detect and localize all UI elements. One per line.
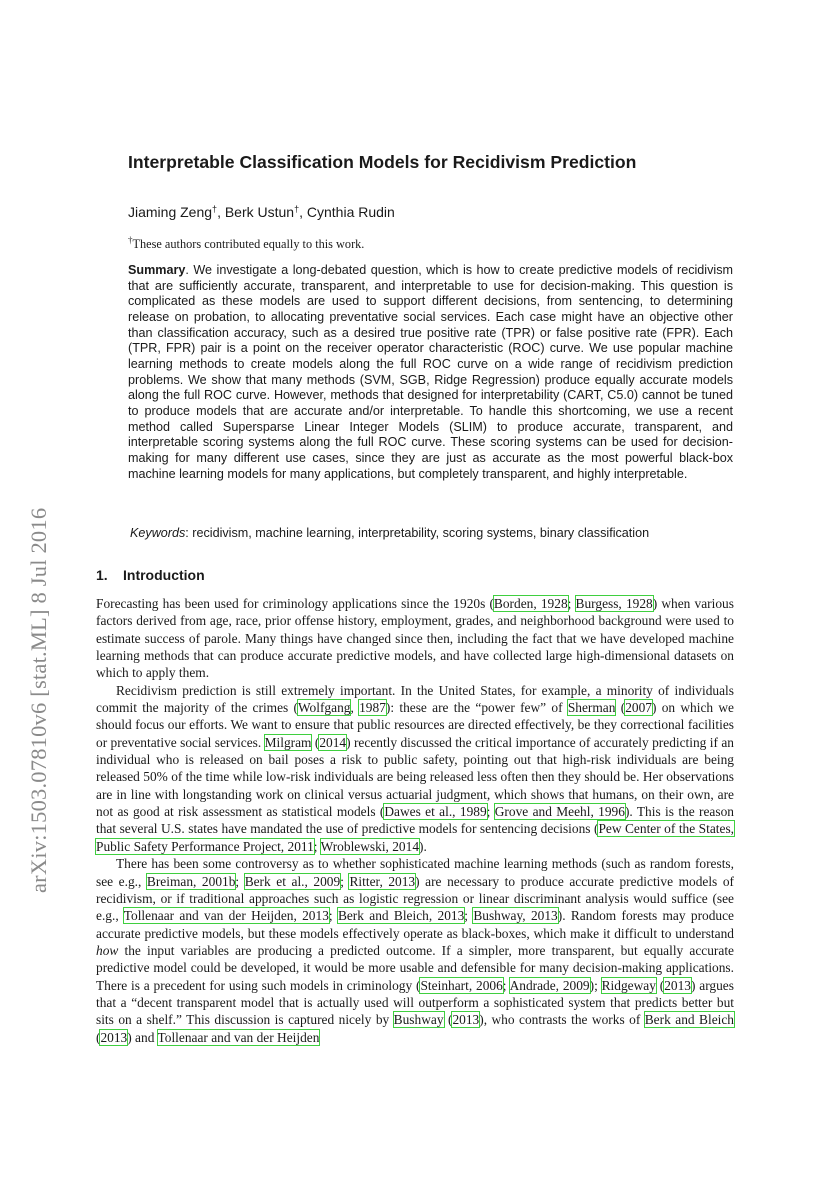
author-mark: † <box>212 204 218 214</box>
body-paragraph <box>96 855 734 1046</box>
body-text-run: ) are necessary to produce accurate predictive models of recidivism, or if traditional approaches such as logistic regression or linear discriminant analysis would suffice (see e.g., <box>96 873 734 924</box>
author-name: Berk Ustun <box>224 204 295 220</box>
author-name: Cynthia Rudin <box>306 204 395 220</box>
author-list: Jiaming Zeng†, Berk Ustun†, Cynthia Rudin <box>128 204 395 220</box>
author-name: Jiaming Zeng <box>128 204 213 220</box>
citation-link[interactable]: Berk et al., 2009 <box>244 873 341 889</box>
arxiv-identifier[interactable]: arXiv:1503.07810v6 [stat.ML] 8 Jul 2016 <box>26 507 51 893</box>
body-text-run: ) when various factors derived from age, race, prior offense history, employment, grades, and neighborhood background were used to estimate success of parole. Many things have changed since then, including the fact that we have developed machine learning methods that can produce accurate predictive models, and have collected large high-dimensional datasets on which to apply them. <box>96 596 734 681</box>
body-text-run: ; <box>502 977 510 993</box>
introduction-body <box>96 595 734 1046</box>
citation-link[interactable]: Milgram <box>264 734 312 750</box>
citation-link[interactable]: Steinhart, 2006 <box>420 977 503 993</box>
body-text-run: ( <box>615 700 626 716</box>
citation-link[interactable]: 1987 <box>359 700 386 716</box>
body-text-run: the input variables are producing a predicted outcome. If a simpler, more transparent, but equally accurate predictive model could be developed, it would be more usable and defensible for many decision-making applications. There is a precedent for using such models in criminology ( <box>96 942 734 993</box>
body-paragraph <box>96 682 734 855</box>
citation-link[interactable]: 2013 <box>664 977 691 993</box>
footnote-text: These authors contributed equally to this work. <box>132 237 365 251</box>
body-text-run: ): these are the “power few” of <box>385 700 568 716</box>
body-text-run: ). Random forests may produce accurate predictive models, but these models effectively operate as black-boxes, which make it difficult to understand <box>96 908 734 941</box>
paper-title: Interpretable Classification Models for Recidivism Prediction <box>128 152 637 172</box>
body-text-run: ; <box>235 873 245 889</box>
citation-link[interactable]: Pew Center of the States, Public Safety Performance Project, 2011 <box>96 821 734 854</box>
body-text-run: ). <box>419 838 427 854</box>
citation-link[interactable]: Bushway <box>393 1012 444 1028</box>
body-text-run: There has been some controversy as to whether sophisticated machine learning methods (such as random forests, see e.g., <box>96 856 734 889</box>
body-text-run: ) recently discussed the critical importance of accurately predicting if an individual who is released on bail poses a risk to public safety, pointing out that high-risk individuals are being released 50% of the time while low-risk individuals are being released less often then they should be. Her observations are in line with longstanding work on clinical versus actuarial judgment, which shows that humans, on their own, are not as good at risk assessment as statistical models ( <box>96 734 734 820</box>
citation-link[interactable]: Wolfgang <box>297 700 351 716</box>
body-text-run: ; <box>328 908 338 924</box>
body-text-run: ( <box>311 734 320 750</box>
citation-link[interactable]: Wroblewski, 2014 <box>320 838 420 854</box>
citation-link[interactable]: Dawes et al., 1989 <box>384 804 487 820</box>
citation-link[interactable]: 2007 <box>625 700 652 716</box>
body-text-run: ). This is the reason that several U.S. states have mandated the use of predictive models for sentencing decisions ( <box>96 804 734 837</box>
body-paragraph <box>96 595 734 682</box>
body-text-run: ), who contrasts the works of <box>479 1012 645 1028</box>
citation-link[interactable]: Andrade, 2009 <box>509 977 590 993</box>
footnote-mark: † <box>128 235 133 245</box>
citation-link[interactable]: Berk and Bleich, 2013 <box>337 908 465 924</box>
section-title: Introduction <box>123 567 205 583</box>
keywords-label: Keywords <box>130 526 186 540</box>
citation-link[interactable]: Ridgeway <box>601 977 656 993</box>
citation-link[interactable]: Tollenaar and van der Heijden, 2013 <box>123 908 329 924</box>
section-number: 1. <box>96 567 108 583</box>
citation-link[interactable]: Breiman, 2001b <box>146 873 236 889</box>
body-text-run: , <box>350 700 360 716</box>
emphasis-text: how <box>96 942 119 958</box>
summary-text: . We investigate a long-debated question, which is how to create predictive models of recidivism that are sufficiently accurate, transparent, and interpretable to use for decision-making. This question is complicated as these models are used to support different decisions, from sentencing, to determining release on probation, to allocating preventative social services. Each case might have an objective other than classification accuracy, such as a desired true positive rate (TPR) or false positive rate (FPR). Each (TPR, FPR) pair is a point on the receiver operator characteristic (ROC) curve. We use popular machine learning methods to create models along the full ROC curve on a wide range of recidivism prediction problems. We show that many methods (SVM, SGB, Ridge Regression) produce equally accurate models along the full ROC curve. However, methods that designed for interpretability (CART, C5.0) cannot be tuned to produce models that are accurate and/or interpretable. To handle this shortcoming, we use a recent method called Supersparse Linear Integer Models (SLIM) to produce accurate, transparent, and interpretable scoring systems along the full ROC curve. These scoring systems can be used for decision-making for many different use cases, since they are just as accurate as the most powerful black-box machine learning models for many applications, but completely transparent, and highly interpretable. <box>128 263 733 481</box>
body-text-run: Forecasting has been used for criminology applications since the 1920s ( <box>96 596 494 611</box>
author-mark: † <box>294 204 300 214</box>
body-text-run: ( <box>443 1012 453 1028</box>
body-text-run: ; <box>340 873 350 889</box>
body-text-run: Recidivism prediction is still extremely important. In the United States, for example, a minority of individuals commit the majority of the crimes ( <box>96 682 734 716</box>
author-footnote <box>128 235 364 252</box>
citation-link[interactable]: Borden, 1928 <box>493 596 568 611</box>
keywords-text: : recidivism, machine learning, interpretability, scoring systems, binary classification <box>185 526 650 540</box>
body-text-run: ; <box>313 838 321 854</box>
body-text-run: ) on which we should focus our efforts. We want to ensure that public resources are directed effectively, be they correctional facilities or preventative social services. <box>96 700 734 750</box>
citation-link[interactable]: Bushway, 2013 <box>473 908 558 924</box>
body-text-run: ( <box>655 977 665 993</box>
citation-link[interactable]: Grove and Meehl, 1996 <box>494 804 625 820</box>
citation-link[interactable]: 2013 <box>100 1029 128 1045</box>
citation-link[interactable]: Berk and Bleich <box>644 1012 734 1028</box>
body-text-run: ; <box>567 596 576 611</box>
body-text-run: ) argues that a “decent transparent model that is actually used will outperform a sophisticated system that predicts better but sits on a shelf.” This discussion is captured nicely by <box>96 977 734 1028</box>
summary-label: Summary <box>128 263 186 277</box>
section-heading <box>96 567 205 583</box>
body-text-run: ); <box>589 977 602 993</box>
citation-link[interactable]: Ritter, 2013 <box>349 873 416 889</box>
body-text-run: ; <box>486 804 495 820</box>
summary-paragraph <box>128 263 733 482</box>
citation-link[interactable]: Burgess, 1928 <box>575 596 653 611</box>
citation-link[interactable]: 2013 <box>452 1012 480 1028</box>
citation-link[interactable]: 2014 <box>319 734 347 750</box>
body-text-run: ; <box>464 908 474 924</box>
body-text-run: ) and <box>127 1029 158 1045</box>
citation-link[interactable]: Tollenaar and van der Heijden <box>157 1029 320 1045</box>
body-text-run: ( <box>96 1029 101 1045</box>
citation-link[interactable]: Sherman <box>567 700 616 716</box>
keywords-line <box>130 526 735 540</box>
